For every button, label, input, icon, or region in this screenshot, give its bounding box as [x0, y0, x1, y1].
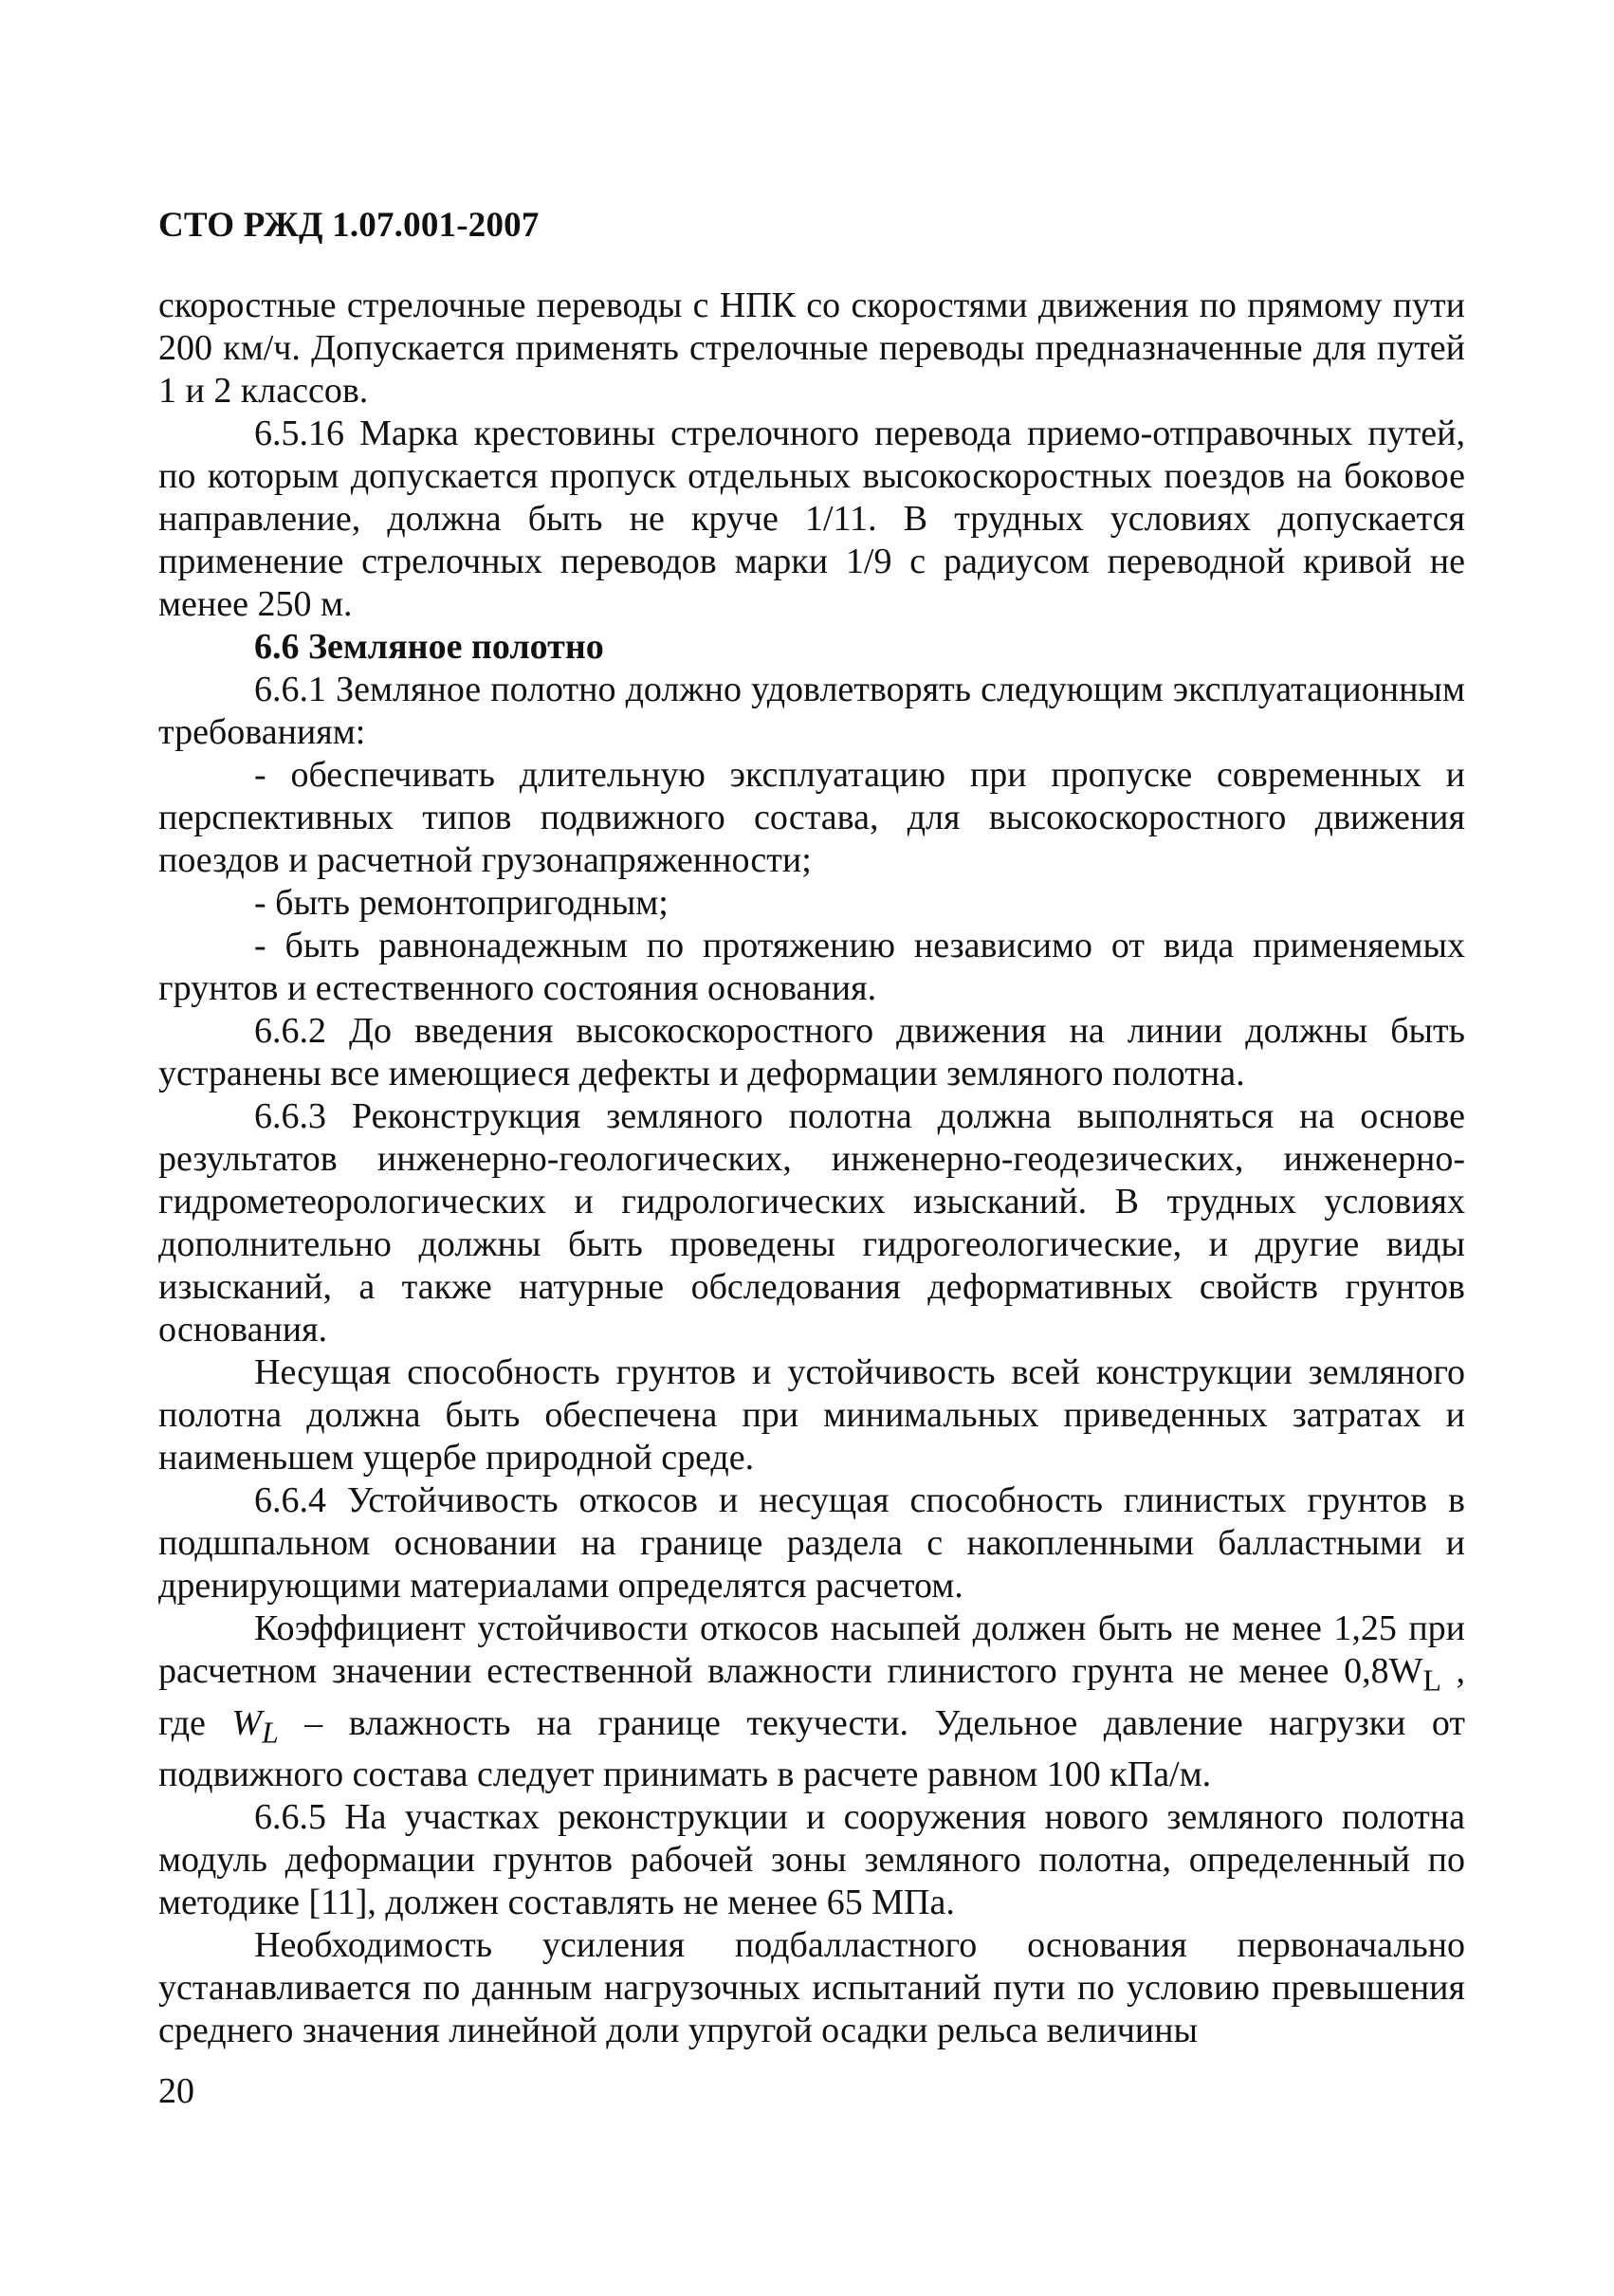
section-heading-6-6: 6.6 Земляное полотно: [254, 627, 604, 667]
text-run: Коэффициент устойчивости откосов насыпей должен быть не менее 1,25 при расчетном значении естественной влажности глинистого грунта не менее 0,8W: [158, 1608, 1465, 1691]
paragraph-6-6-1: 6.6.1 Земляное полотно должно удовлетворять следующим эксплуатационным требованиям:: [158, 670, 1465, 752]
formula-variable: W: [231, 1702, 263, 1743]
paragraph-6-6-3: 6.6.3 Реконструкция земляного полотна должна выполняться на основе результатов инженерно-геологических, инженерно-геодезических, инженерно-гидрометеорологических и гидрологических изысканий. В трудных условиях дополнительно должны быть проведены гидрогеологические, и другие виды изысканий, а также натурные обследования деформативных свойств грунтов основания.: [158, 1096, 1465, 1350]
paragraph-6-6-5: 6.6.5 На участках реконструкции и сооружения нового земляного полотна модуль деформации грунтов рабочей зоны земляного полотна, определенный по методике [11], должен составлять не менее 65 МПа.: [158, 1797, 1465, 1923]
page-number: 20: [158, 2071, 194, 2111]
text-run: – влажность на границе текучести. Удельное давление нагрузки от подвижного состава следует принимать в расчете равном 100 кПа/м.: [158, 1702, 1465, 1795]
paragraph-stability-coefficient: [158, 1607, 1465, 1796]
list-item-requirement: - обеспечивать длительную эксплуатацию при пропуске современных и перспективных типов подвижного состава, для высокоскоростного движения поездов и расчетной грузонапряженности;: [158, 755, 1465, 880]
paragraph-reinforcement: Необходимость усиления подбалластного основания первоначально устанавливается по данным нагрузочных испытаний пути по условию превышения среднего значения линейной доли упругой осадки рельса величины: [158, 1925, 1465, 2051]
paragraph-6-5-16: 6.5.16 Марка крестовины стрелочного перевода приемо-отправочных путей, по которым допускается пропуск отдельных высокоскоростных поездов на боковое направление, должна быть не круче 1/11. В трудных условиях допускается применение стрелочных переводов марки 1/9 с радиусом переводной кривой не менее 250 м.: [158, 413, 1465, 624]
paragraph-6-6-4: 6.6.4 Устойчивость откосов и несущая способность глинистых грунтов в подшпальном основании на границе раздела с накопленными балластными и дренирующими материалами определятся расчетом.: [158, 1480, 1465, 1606]
document-code-header: СТО РЖД 1.07.001-2007: [158, 206, 540, 245]
subscript: L: [1422, 1663, 1441, 1698]
text-run: , где: [158, 1651, 1465, 1743]
list-item-requirement: - быть равнонадежным по протяжению независимо от вида применяемых грунтов и естественного состояния основания.: [158, 926, 1465, 1008]
paragraph-continuation: скоростные стрелочные переводы с НПК со скоростями движения по прямому пути 200 км/ч. Допускается применять стрелочные переводы предназначенные для путей 1 и 2 классов.: [158, 285, 1465, 411]
list-item-requirement: - быть ремонтопригодным;: [254, 883, 669, 923]
paragraph-6-6-2: 6.6.2 До введения высокоскоростного движения на линии должны быть устранены все имеющиеся дефекты и деформации земляного полотна.: [158, 1011, 1465, 1093]
paragraph-bearing-capacity: Несущая способность грунтов и устойчивость всей конструкции земляного полотна должна быть обеспечена при минимальных приведенных затратах и наименьшем ущербе природной среде.: [158, 1352, 1465, 1478]
subscript: L: [262, 1716, 279, 1750]
document-body: [158, 285, 1465, 2052]
